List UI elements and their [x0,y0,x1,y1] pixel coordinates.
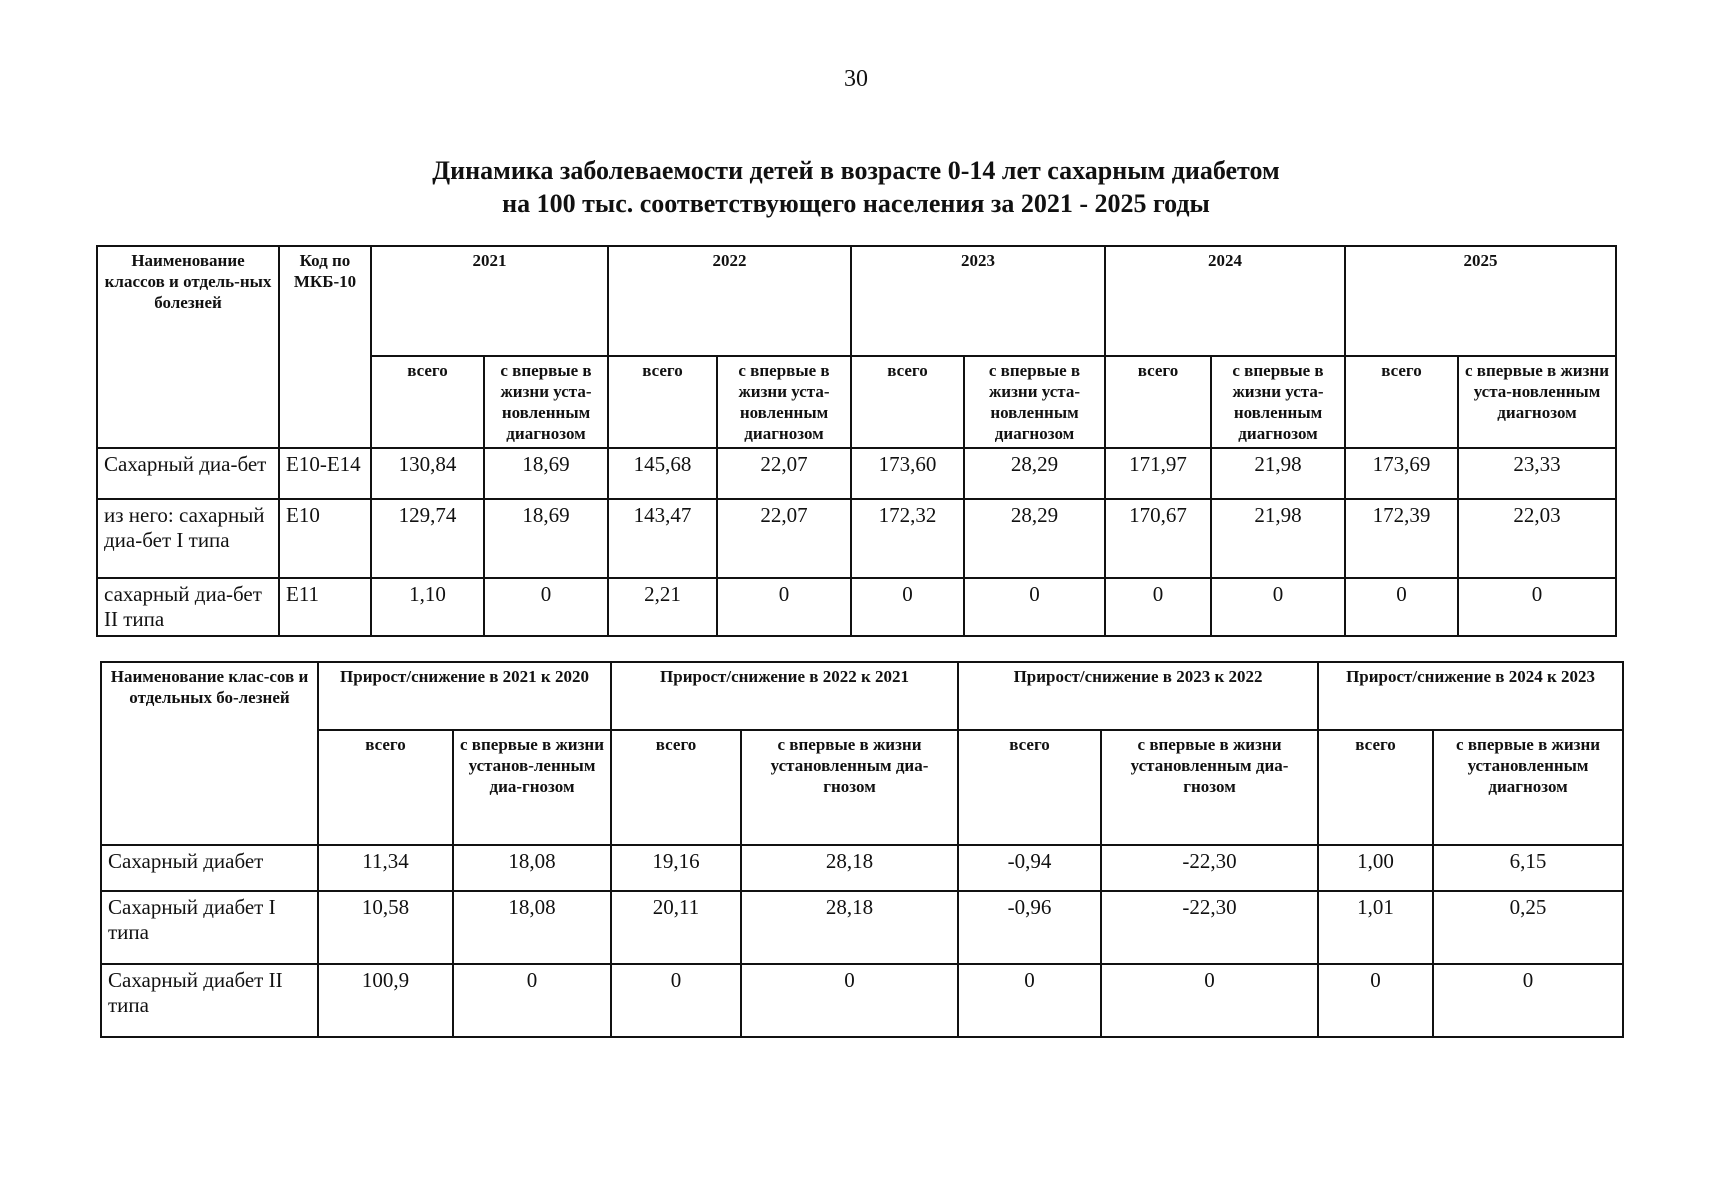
header-total: всего [958,730,1101,845]
row-icd-code: E11 [279,578,371,636]
title-line-2: на 100 тыс. соответствующего населения за 2021 - 2025 годы [502,189,1210,218]
header-year: 2025 [1345,246,1616,356]
cell-value: -0,94 [958,845,1101,891]
cell-value: 0 [851,578,964,636]
header-new-diagnosis: с впервые в жизни уста-новленным диагнозом [964,356,1105,448]
table-row [101,964,1623,1037]
header-new-diagnosis: с впервые в жизни установленным диа-гнозом [741,730,958,845]
page-number: 30 [844,66,868,92]
table-subheader-row [101,730,1623,845]
table-row [101,845,1623,891]
header-year: 2022 [608,246,851,356]
cell-value: 0 [1318,964,1433,1037]
table-header-row [101,662,1623,730]
row-disease-name: Сахарный диабет II типа [101,964,318,1037]
cell-value: 23,33 [1458,448,1616,499]
cell-value: 19,16 [611,845,741,891]
cell-value: -0,96 [958,891,1101,964]
header-new-diagnosis: с впервые в жизни установленным диагнозом [1433,730,1623,845]
cell-value: -22,30 [1101,845,1318,891]
cell-value: 0 [1101,964,1318,1037]
header-total: всего [1318,730,1433,845]
row-icd-code: E10-E14 [279,448,371,499]
cell-value: 18,69 [484,499,608,578]
header-year: 2021 [371,246,608,356]
header-new-diagnosis: с впервые в жизни уста-новленным диагнозом [717,356,851,448]
cell-value: 21,98 [1211,448,1345,499]
row-icd-code: E10 [279,499,371,578]
header-new-diagnosis: с впервые в жизни уста-новленным диагнозом [484,356,608,448]
cell-value: 22,07 [717,448,851,499]
incidence-table [96,245,1617,637]
header-new-diagnosis: с впервые в жизни установ-ленным диа-гнозом [453,730,611,845]
cell-value: 10,58 [318,891,453,964]
cell-value: 22,03 [1458,499,1616,578]
cell-value: 28,18 [741,845,958,891]
cell-value: 171,97 [1105,448,1211,499]
cell-value: 129,74 [371,499,484,578]
cell-value: 2,21 [608,578,717,636]
header-period: Прирост/снижение в 2022 к 2021 [611,662,958,730]
cell-value: 143,47 [608,499,717,578]
cell-value: 130,84 [371,448,484,499]
header-period: Прирост/снижение в 2024 к 2023 [1318,662,1623,730]
cell-value: 1,00 [1318,845,1433,891]
cell-value: 0 [1345,578,1458,636]
header-new-diagnosis: с впервые в жизни уста-новленным диагнозом [1211,356,1345,448]
cell-value: 0 [611,964,741,1037]
table-row [101,891,1623,964]
cell-value: 18,08 [453,891,611,964]
row-disease-name: Сахарный диа-бет [97,448,279,499]
cell-value: 100,9 [318,964,453,1037]
header-total: всего [608,356,717,448]
cell-value: 0 [1105,578,1211,636]
table-row [97,578,1616,636]
cell-value: 28,18 [741,891,958,964]
cell-value: 11,34 [318,845,453,891]
cell-value: 173,60 [851,448,964,499]
header-disease-name: Наименование клас-сов и отдельных бо-лезней [101,662,318,845]
page-title [0,154,1712,220]
cell-value: 28,29 [964,499,1105,578]
header-year: 2023 [851,246,1105,356]
cell-value: 0 [1458,578,1616,636]
cell-value: 28,29 [964,448,1105,499]
cell-value: 0,25 [1433,891,1623,964]
header-total: всего [1105,356,1211,448]
header-total: всего [851,356,964,448]
header-period: Прирост/снижение в 2023 к 2022 [958,662,1318,730]
cell-value: 173,69 [1345,448,1458,499]
cell-value: 0 [964,578,1105,636]
cell-value: 21,98 [1211,499,1345,578]
cell-value: 0 [958,964,1101,1037]
header-disease-name: Наименование классов и отдель-ных болезней [97,246,279,448]
row-disease-name: Сахарный диабет I типа [101,891,318,964]
cell-value: 172,39 [1345,499,1458,578]
header-period: Прирост/снижение в 2021 к 2020 [318,662,611,730]
cell-value: 0 [717,578,851,636]
table-row [97,499,1616,578]
cell-value: 0 [741,964,958,1037]
row-disease-name: из него: сахарный диа-бет I типа [97,499,279,578]
table-header-row [97,246,1616,356]
header-new-diagnosis: с впервые в жизни установленным диа-гнозом [1101,730,1318,845]
cell-value: 1,10 [371,578,484,636]
header-new-diagnosis: с впервые в жизни уста-новленным диагнозом [1458,356,1616,448]
title-line-1: Динамика заболеваемости детей в возрасте 0-14 лет сахарным диабетом [432,156,1280,185]
row-disease-name: сахарный диа-бет II типа [97,578,279,636]
cell-value: 20,11 [611,891,741,964]
table-row [97,448,1616,499]
cell-value: 0 [1211,578,1345,636]
header-total: всего [318,730,453,845]
cell-value: 0 [453,964,611,1037]
growth-table [100,661,1624,1038]
header-total: всего [611,730,741,845]
header-total: всего [371,356,484,448]
cell-value: 6,15 [1433,845,1623,891]
header-total: всего [1345,356,1458,448]
cell-value: 0 [1433,964,1623,1037]
header-year: 2024 [1105,246,1345,356]
cell-value: -22,30 [1101,891,1318,964]
cell-value: 18,69 [484,448,608,499]
cell-value: 145,68 [608,448,717,499]
cell-value: 0 [484,578,608,636]
cell-value: 170,67 [1105,499,1211,578]
cell-value: 22,07 [717,499,851,578]
cell-value: 18,08 [453,845,611,891]
cell-value: 1,01 [1318,891,1433,964]
row-disease-name: Сахарный диабет [101,845,318,891]
header-icd-code: Код по МКБ-10 [279,246,371,448]
cell-value: 172,32 [851,499,964,578]
